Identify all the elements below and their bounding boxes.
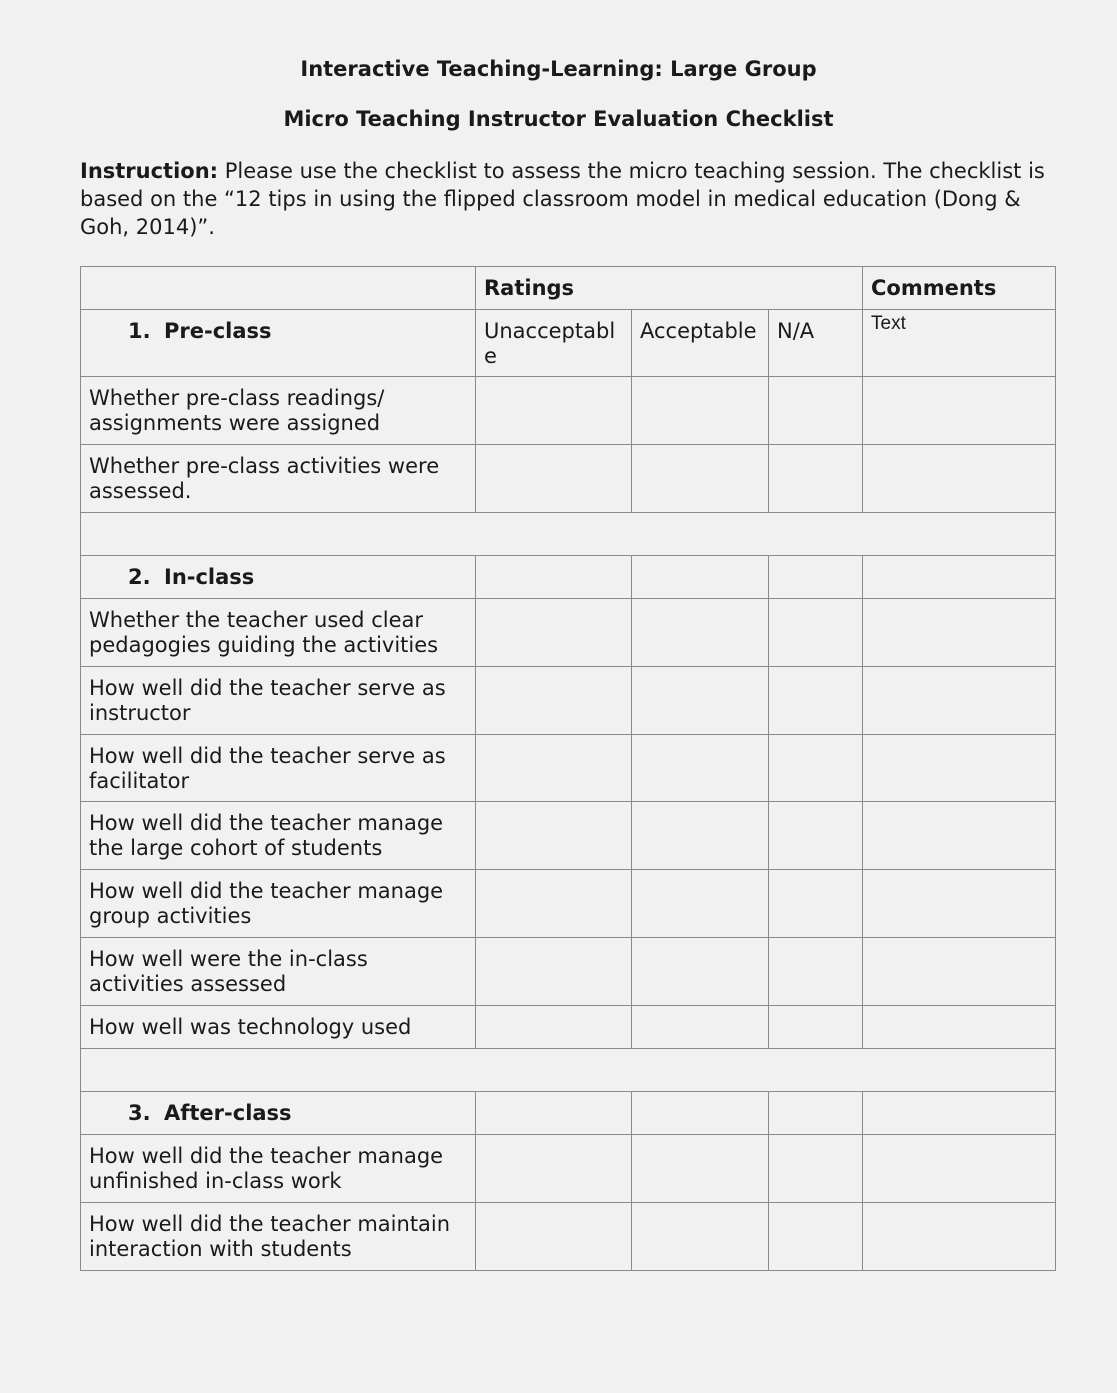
table-row [81,870,1056,938]
comments-text-field[interactable]: Text [863,310,1056,377]
comments-cell[interactable] [863,802,1056,870]
criterion-label: Whether pre-class readings/ assignments were assigned [81,377,476,445]
rating-option-na: N/A [769,310,863,377]
rating-cell-unacceptable[interactable] [476,1203,632,1271]
rating-cell-na[interactable] [769,1135,863,1203]
rating-cell-acceptable[interactable] [632,599,769,667]
rating-cell-na[interactable] [769,870,863,938]
rating-cell-acceptable[interactable] [632,667,769,735]
comments-header: Comments [863,267,1056,310]
criterion-label: How well was technology used [81,1006,476,1049]
comments-cell[interactable] [863,1006,1056,1049]
ratings-header: Ratings [476,267,863,310]
comments-cell[interactable] [863,870,1056,938]
section-title: After-class [164,1101,292,1125]
comments-cell[interactable] [863,599,1056,667]
rating-cell-na[interactable] [769,1006,863,1049]
criterion-label: How well did the teacher manage unfinished in-class work [81,1135,476,1203]
table-header-row [81,267,1056,310]
section-title-in-class [81,556,476,599]
instruction-label: Instruction: [80,159,219,183]
rating-cell-acceptable[interactable] [632,802,769,870]
rating-cell-na[interactable] [769,735,863,802]
section-number: 1. [128,319,151,343]
criterion-label: Whether the teacher used clear pedagogies guiding the activities [81,599,476,667]
table-row [81,377,1056,445]
rating-cell-acceptable[interactable] [632,938,769,1006]
comments-cell[interactable] [863,667,1056,735]
criterion-label: Whether pre-class activities were assessed. [81,445,476,513]
table-row [81,1006,1056,1049]
rating-cell-unacceptable[interactable] [476,599,632,667]
rating-cell-na[interactable] [769,802,863,870]
rating-cell-acceptable[interactable] [632,445,769,513]
section-number: 3. [128,1101,151,1125]
criterion-label: How well did the teacher serve as facilitator [81,735,476,802]
rating-cell-na[interactable] [769,938,863,1006]
rating-cell-na[interactable] [769,377,863,445]
rating-cell-na[interactable] [769,445,863,513]
table-row [81,445,1056,513]
document-subtitle: Micro Teaching Instructor Evaluation Checklist [283,107,834,131]
section-row-after-class [81,1092,1056,1135]
rating-cell-unacceptable[interactable] [476,445,632,513]
comments-cell[interactable] [863,938,1056,1006]
rating-cell-acceptable[interactable] [632,870,769,938]
rating-cell-unacceptable[interactable] [476,735,632,802]
document-title: Interactive Teaching-Learning: Large Group [300,57,817,81]
criterion-label: How well did the teacher manage the large cohort of students [81,802,476,870]
table-row [81,938,1056,1006]
evaluation-checklist-table [80,266,1056,1271]
section-number: 2. [128,565,151,589]
section-title-after-class [81,1092,476,1135]
comments-cell[interactable] [863,377,1056,445]
rating-cell-acceptable[interactable] [632,1135,769,1203]
spacer-row [81,513,1056,556]
table-row [81,599,1056,667]
criterion-label: How well did the teacher manage group activities [81,870,476,938]
rating-cell-unacceptable[interactable] [476,1135,632,1203]
spacer-row [81,1049,1056,1092]
spacer-cell [81,1049,1056,1092]
rating-cell-unacceptable[interactable] [476,1006,632,1049]
rating-option-unacceptable: Unacceptable [476,310,632,377]
rating-cell-unacceptable[interactable] [476,667,632,735]
comments-cell[interactable] [863,556,1056,599]
rating-cell-unacceptable[interactable] [476,1092,632,1135]
table-row [81,1135,1056,1203]
rating-cell-acceptable[interactable] [632,556,769,599]
section-title: Pre-class [164,319,272,343]
rating-cell-acceptable[interactable] [632,735,769,802]
section-title: In-class [164,565,255,589]
rating-cell-unacceptable[interactable] [476,556,632,599]
comments-cell[interactable] [863,1092,1056,1135]
rating-cell-na[interactable] [769,1092,863,1135]
rating-option-acceptable: Acceptable [632,310,769,377]
table-row [81,1203,1056,1271]
rating-cell-unacceptable[interactable] [476,870,632,938]
criterion-label: How well did the teacher maintain interaction with students [81,1203,476,1271]
comments-cell[interactable] [863,445,1056,513]
rating-cell-na[interactable] [769,556,863,599]
rating-cell-acceptable[interactable] [632,377,769,445]
rating-cell-acceptable[interactable] [632,1092,769,1135]
section-row-pre-class [81,310,1056,377]
section-title-pre-class [81,310,476,377]
rating-cell-na[interactable] [769,599,863,667]
rating-cell-unacceptable[interactable] [476,802,632,870]
rating-cell-na[interactable] [769,1203,863,1271]
comments-cell[interactable] [863,735,1056,802]
comments-cell[interactable] [863,1135,1056,1203]
table-row [81,735,1056,802]
criterion-label: How well did the teacher serve as instructor [81,667,476,735]
rating-cell-acceptable[interactable] [632,1006,769,1049]
instruction-text: Please use the checklist to assess the micro teaching session. The checklist is based on the “12 tips in using the flipped classroom model in medical education (Dong & Goh, 2014)”. [80,159,1045,239]
rating-cell-unacceptable[interactable] [476,377,632,445]
criterion-label: How well were the in-class activities assessed [81,938,476,1006]
table-row [81,667,1056,735]
comments-cell[interactable] [863,1203,1056,1271]
instruction-paragraph [80,157,1070,241]
rating-cell-na[interactable] [769,667,863,735]
table-row [81,802,1056,870]
header-blank-cell [81,267,476,310]
section-row-in-class [81,556,1056,599]
rating-cell-acceptable[interactable] [632,1203,769,1271]
spacer-cell [81,513,1056,556]
rating-cell-unacceptable[interactable] [476,938,632,1006]
